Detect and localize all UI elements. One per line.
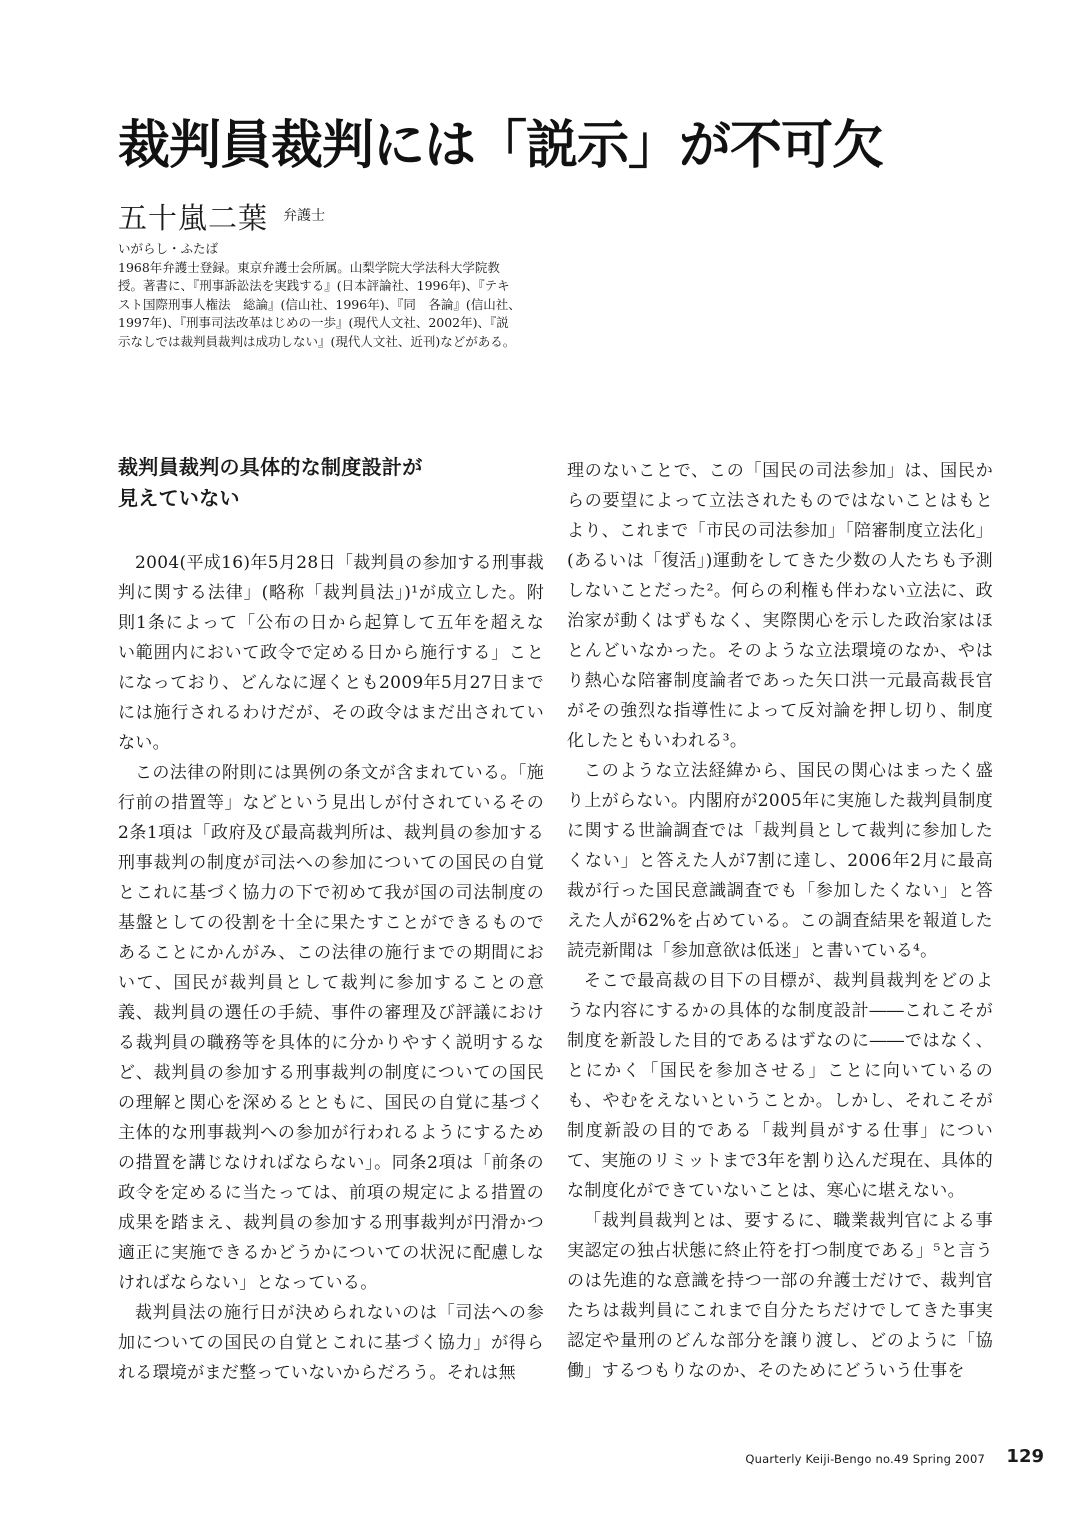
body-paragraph-continued: 理のないことで、この「国民の司法参加」は、国民からの要望によって立法されたものではないことはもとより、これまで「市民の司法参加」「陪審制度立法化」(あるいは「復活」)運動をしてきた少数の人たちも予測しないことだった²。何らの利権も伴わない立法に、政治家が動くはずもなく、実際関心を示した政治家はほとんどいなかった。そのような立法環境のなか、やはり熱心な陪審制度論者であった矢口洪一元最高裁長官がその強烈な指導性によって反対論を押し切り、制度化したともいわれる³。 [567,461,993,751]
body-paragraph: そこで最高裁の目下の目標が、裁判員裁判をどのような内容にするかの具体的な制度設計――これこそが制度を新設した目的であるはずなのに――ではなく、とにかく「国民を参加させる」ことに向いているのも、やむをえないということか。しかし、それこそが制度新設の目的である「裁判員がする仕事」について、実施のリミットまで3年を割り込んだ現在、具体的な制度化ができていないことは、寒心に堪えない。 [567,971,993,1201]
author-bio [118,240,568,351]
author-byline [118,198,325,238]
body-paragraph: 2004(平成16)年5月28日「裁判員の参加する刑事裁判に関する法律」(略称「裁判員法」)¹が成立した。附則1条によって「公布の日から起算して五年を超えない範囲内において政令で定める日から施行する」ことになっており、どんなに遅くとも2009年5月27日までには施行されるわけだが、その政令はまだ出されていない。 [118,553,544,753]
page-footer [0,1446,1075,1472]
right-column [567,456,993,1386]
bio-line: 授。著書に、『刑事訴訟法を実践する』(日本評論社、1996年)、『テキ [118,278,510,293]
journal-name: Quarterly Keiji-Bengo no.49 Spring 2007 [745,1452,985,1466]
page-number: 129 [1006,1446,1044,1467]
left-column [118,452,544,1388]
bio-line: いがらし・ふたば [118,241,219,256]
section-heading-line: 裁判員裁判の具体的な制度設計が [118,455,423,479]
body-paragraph: 裁判員法の施行日が決められないのは「司法への参加についての国民の自覚とこれに基づく協力」が得られる環境がまだ整っていないからだろう。それは無 [118,1303,544,1383]
bio-line: 1968年弁護士登録。東京弁護士会所属。山梨学院大学法科大学院教 [118,259,500,275]
body-paragraph: この法律の附則には異例の条文が含まれている。「施行前の措置等」などという見出しが付されているその2条1項は「政府及び最高裁判所は、裁判員の参加する刑事裁判の制度が司法への参加についての国民の自覚とこれに基づく協力の下で初めて我が国の司法制度の基盤としての役割を十全に果たすことができるものであることにかんがみ、この法律の施行までの期間において、国民が裁判員として裁判に参加することの意義、裁判員の選任の手続、事件の審理及び評議における裁判員の職務等を具体的に分かりやすく説明するなど、裁判員の参加する刑事裁判の制度についての国民の理解と関心を深めるとともに、国民の自覚に基づく主体的な刑事裁判への参加が行われるようにするための措置を講じなければならない」。同条2項は「前条の政令を定めるに当たっては、前項の規定による措置の成果を踏まえ、裁判員の参加する刑事裁判が円滑かつ適正に実施できるかどうかについての状況に配慮しなければならない」となっている。 [118,763,544,1293]
bio-line: 示なしでは裁判員裁判は成功しない』(現代人文社、近刊)などがある。 [118,333,516,349]
body-paragraph: このような立法経緯から、国民の関心はまったく盛り上がらない。内閣府が2005年に実施した裁判員制度に関する世論調査では「裁判員として裁判に参加したくない」と答えた人が7割に達し、2006年2月に最高裁が行った国民意識調査でも「参加したくない」と答えた人が62%を占めている。この調査結果を報道した読売新聞は「参加意欲は低迷」と書いている⁴。 [567,761,993,961]
bio-line: スト国際刑事人権法 総論』(信山社、1996年)、『同 各論』(信山社、 [118,296,521,312]
article-title: 裁判員裁判には「説示」が不可欠 [118,116,884,176]
bio-line: 1997年)、『刑事司法改革はじめの一歩』(現代人文社、2002年)、『説 [118,315,509,330]
section-heading [118,452,544,514]
author-role: 弁護士 [283,208,326,224]
body-paragraph: 「裁判員裁判とは、要するに、職業裁判官による事実認定の独占状態に終止符を打つ制度である」⁵と言うのは先進的な意識を持つ一部の弁護士だけで、裁判官たちは裁判員にこれまで自分たちだけでしてきた事実認定や量刑のどんな部分を譲り渡し、どのように「協働」するつもりなのか、そのためにどういう仕事を [567,1211,993,1381]
author-name: 五十嵐二葉 [118,201,269,235]
section-heading-line: 見えていない [118,486,240,510]
